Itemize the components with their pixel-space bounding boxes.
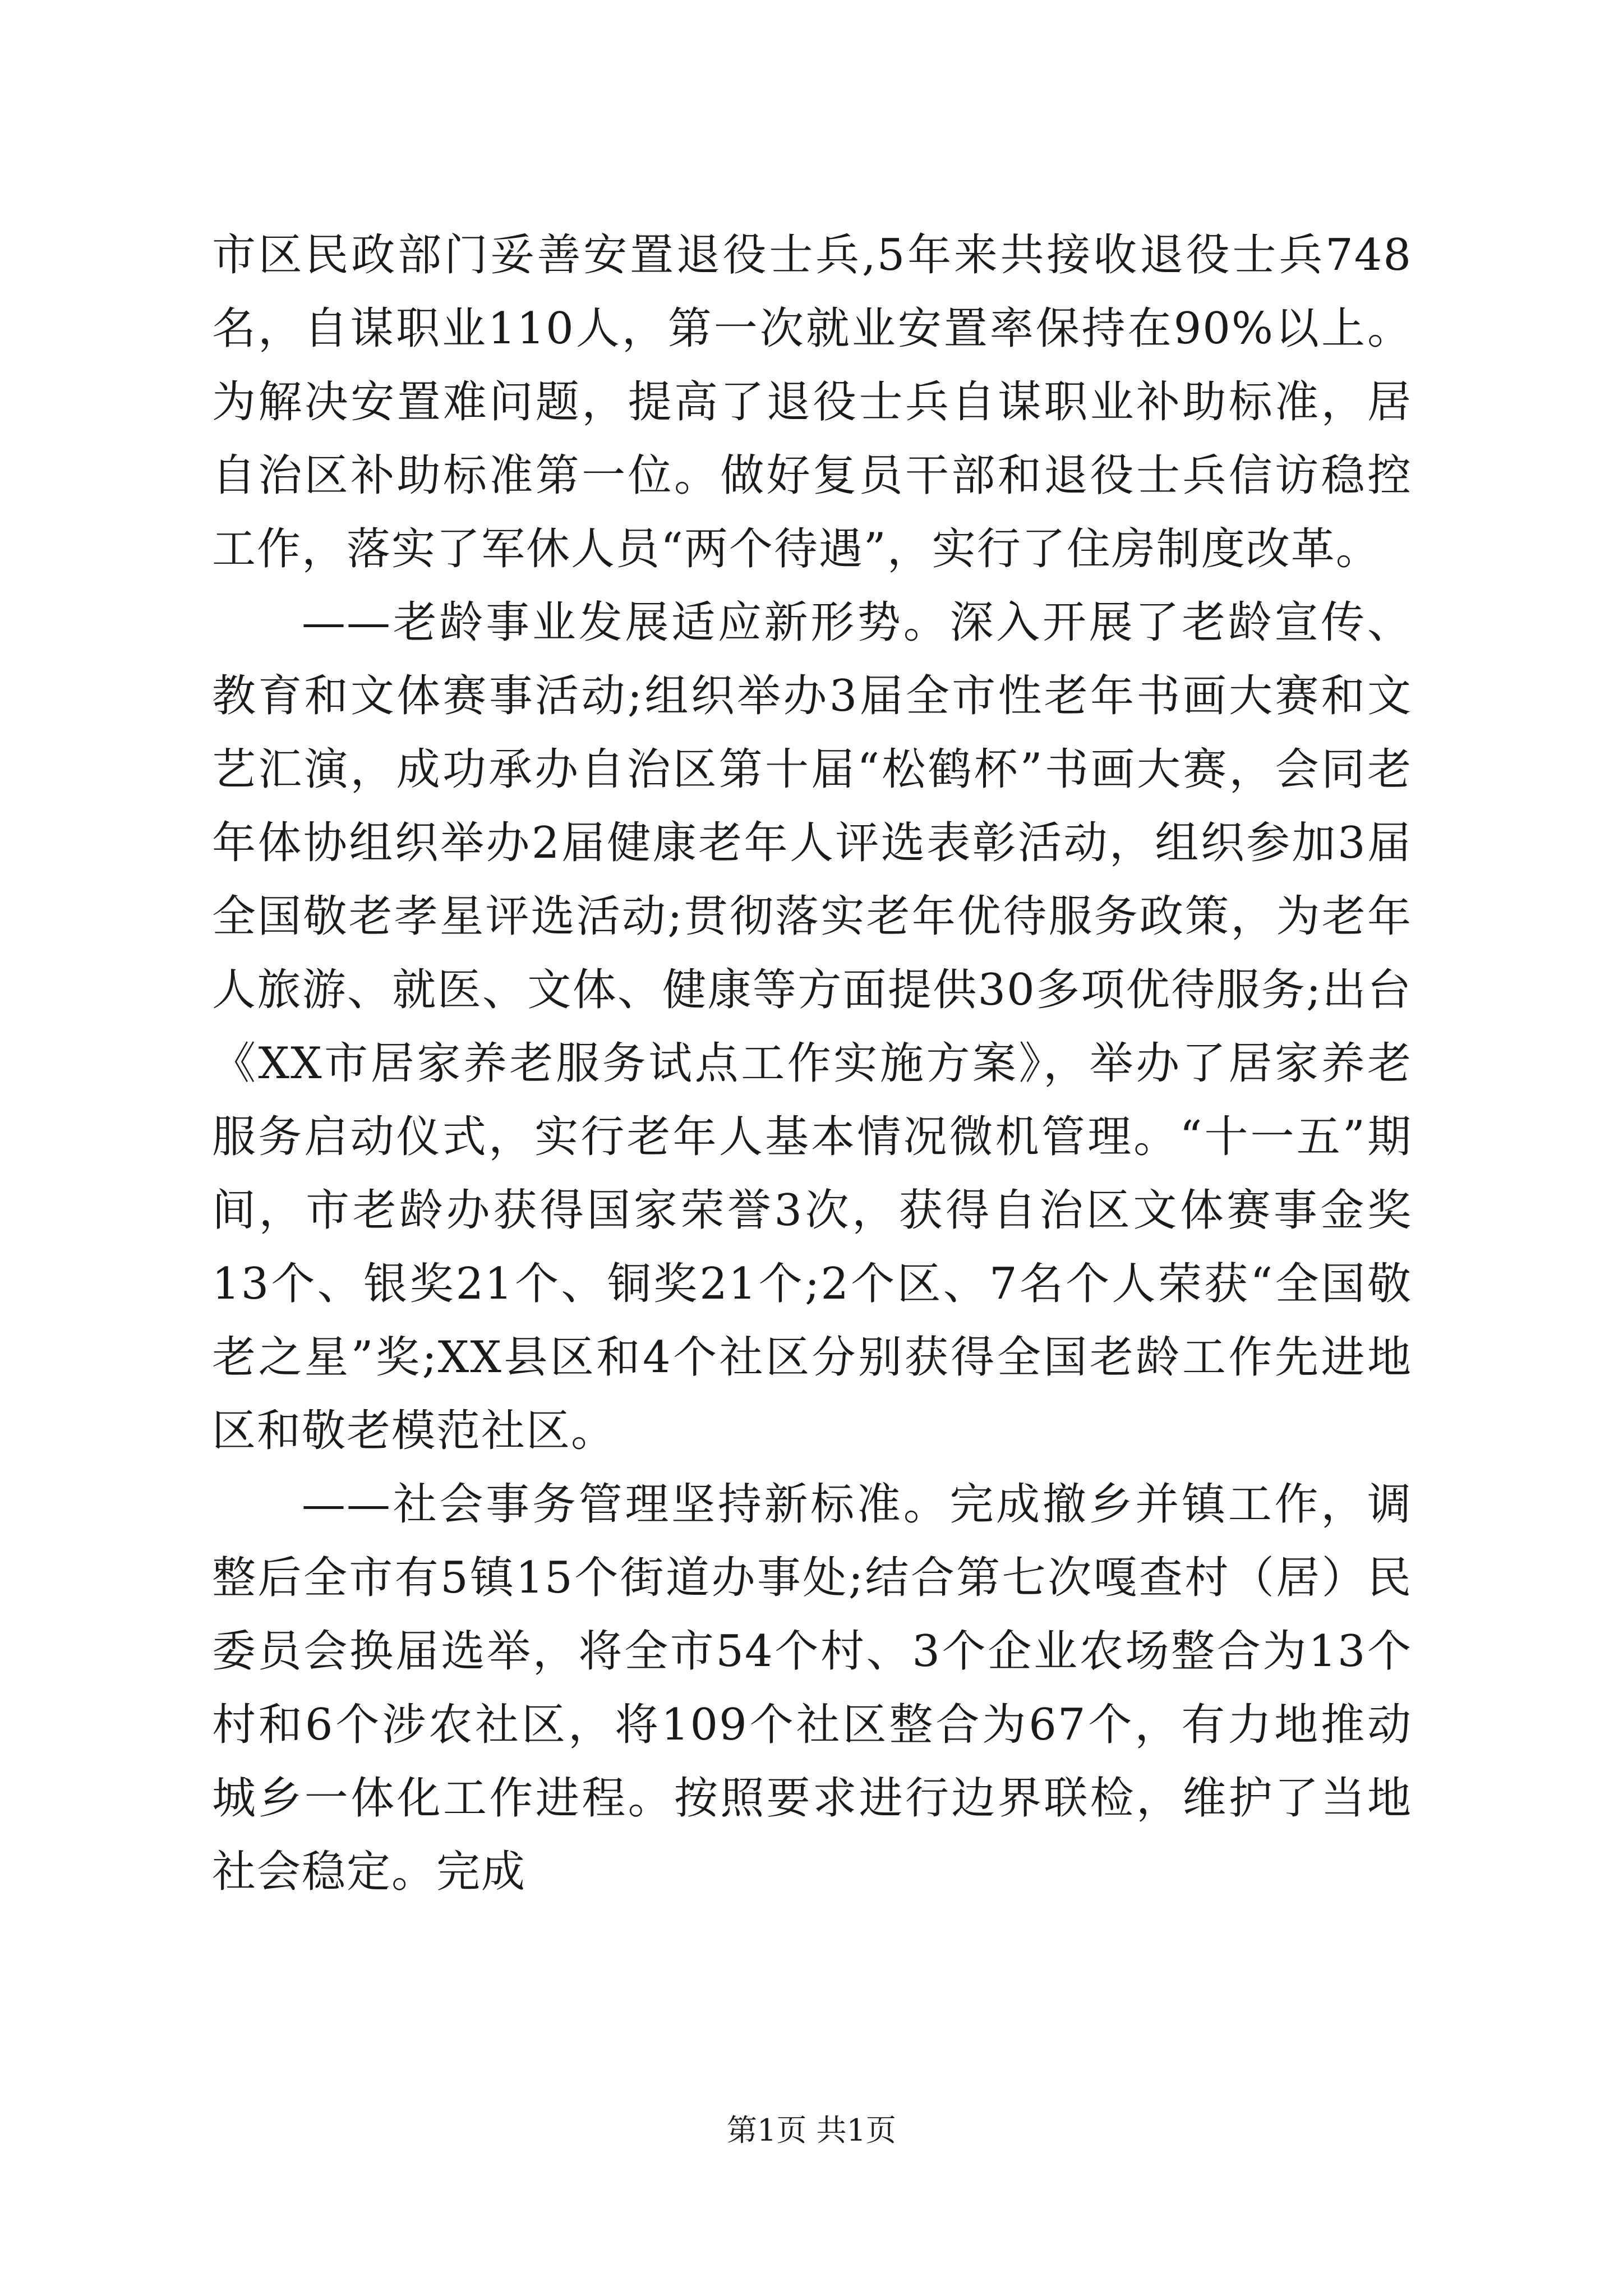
document-body xyxy=(212,219,1412,1909)
paragraph-veterans: 市区民政部门妥善安置退役士兵,5年来共接收退役士兵748名，自谋职业110人，第一次就业安置率保持在90%以上。为解决安置难问题，提高了退役士兵自谋职业补助标准，居自治区补助标准第一位。做好复员干部和退役士兵信访稳控工作，落实了军休人员“两个待遇”，实行了住房制度改革。 xyxy=(212,230,1412,574)
page-footer: 第1页 共1页 xyxy=(727,2113,896,2148)
paragraph-elderly-affairs: ——老龄事业发展适应新形势。深入开展了老龄宣传、教育和文体赛事活动;组织举办3届全市性老年书画大赛和文艺汇演，成功承办自治区第十届“松鹤杯”书画大赛，会同老年体协组织举办2届健康老年人评选表彰活动，组织参加3届全国敬老孝星评选活动;贯彻落实老年优待服务政策，为老年人旅游、就医、文体、健康等方面提供30多项优待服务;出台《XX市居家养老服务试点工作实施方案》，举办了居家养老服务启动仪式，实行老年人基本情况微机管理。“十一五”期间，市老龄办获得国家荣誉3次，获得自治区文体赛事金奖13个、银奖21个、铜奖21个;2个区、7名个人荣获“全国敬老之星”奖;XX县区和4个社区分别获得全国老龄工作先进地区和敬老模范社区。 xyxy=(212,597,1412,1456)
paragraph-social-affairs: ——社会事务管理坚持新标准。完成撤乡并镇工作，调整后全市有5镇15个街道办事处;结合第七次嘎查村（居）民委员会换届选举，将全市54个村、3个企业农场整合为13个村和6个涉农社区，将109个社区整合为67个，有力地推动城乡一体化工作进程。按照要求进行边界联检，维护了当地社会稳定。完成 xyxy=(212,1479,1412,1897)
